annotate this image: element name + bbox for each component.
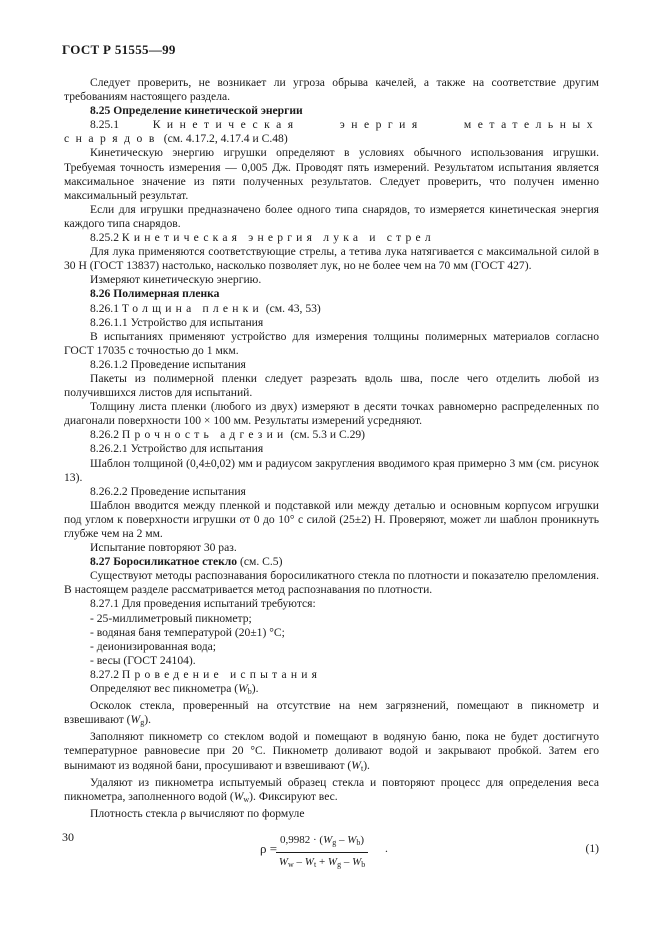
operator: – <box>293 855 305 868</box>
subsection-heading: 8.26.1.1 Устройство для испытания <box>90 315 264 329</box>
section-number: 8.25.2 <box>90 231 119 245</box>
paragraph: Следует проверить, не возникает ли угроза обрыва качелей, а также на соответствие другим требованиям настоящего раздела. <box>64 76 599 104</box>
spaced-title: Кинетическая энергия лука и стрел <box>121 231 435 245</box>
section-number: 8.26.1 <box>90 301 119 315</box>
subscript: w <box>288 859 294 869</box>
formula-period: . <box>385 841 388 855</box>
text-run: Заполняют пикнометр со стеклом водой и помещают в водяную баню, пока не будет достигнуто температурное равновесие при 20 °С. Пикнометр доливают водой и закрывают пробкой. Затем его вынимают из водяной бани, просушивают и взвешивают ( <box>64 730 599 772</box>
subsection-heading <box>64 668 599 682</box>
section-number: 8.27.2 <box>90 667 119 681</box>
section-heading: 8.25 Определение кинетической энергии <box>90 104 303 118</box>
subsection-heading: 8.26.2.2 Проведение испытания <box>90 484 246 498</box>
variable: W <box>327 855 338 868</box>
text-run: ). <box>363 758 370 772</box>
subsection-heading <box>64 231 599 245</box>
variable: W <box>352 855 362 868</box>
reference: (см. 43, 53) <box>265 301 321 315</box>
variable: W <box>130 713 141 727</box>
formula-denominator <box>276 853 368 872</box>
text-run: ). <box>251 682 259 696</box>
subscript: b <box>247 687 252 697</box>
subscript: g <box>332 837 337 847</box>
subscript: t <box>313 859 317 869</box>
page-number: 30 <box>62 830 74 844</box>
spaced-title: Кинетическая энергия метательных снарядов <box>64 118 600 146</box>
density-formula <box>64 827 599 883</box>
subscript: g <box>140 718 145 728</box>
list-item: - весы (ГОСТ 24104). <box>90 653 196 667</box>
variable: W <box>238 682 248 696</box>
variable: W <box>351 758 361 772</box>
formula-term: 0,9982 · ( <box>280 833 324 846</box>
variable: W <box>278 855 288 868</box>
subscript: b <box>361 859 366 869</box>
paragraph: Шаблон толщиной (0,4±0,02) мм и радиусом закругления вводимого края примерно 3 мм (см. рисунок 13). <box>64 456 599 484</box>
page-header: ГОСТ Р 51555—99 <box>62 42 176 57</box>
spaced-title: Проведение испытания <box>121 667 322 681</box>
text-run: Удаляют из пикнометра испытуемый образец стекла и повторяют процесс для определения веса пикнометра, заполненного водой ( <box>64 775 599 803</box>
reference: (см. С.5) <box>240 555 283 569</box>
paragraph: Толщину листа пленки (любого из двух) измеряют в десяти точках равномерно распределенных по диагонали поверхности 100 × 100 мм. Результаты измерений усредняют. <box>64 400 599 428</box>
paragraph: Если для игрушки предназначено более одного типа снарядов, то измеряется кинетическая энергия каждого типа снарядов. <box>64 202 599 230</box>
variable: W <box>347 833 357 846</box>
subscript: b <box>356 837 361 847</box>
subscript: g <box>337 859 342 869</box>
subscript: w <box>243 794 250 804</box>
formula-fraction <box>276 833 368 872</box>
equation-number: (1) <box>585 841 599 855</box>
spaced-title: Толщина пленки <box>121 301 263 315</box>
paragraph: В испытаниях применяют устройство для измерения толщины полимерных материалов согласно ГОСТ 17035 с точностью до 1 мкм. <box>64 329 599 357</box>
variable: W <box>233 789 244 803</box>
subsection-heading: 8.26.1.2 Проведение испытания <box>90 357 246 371</box>
paragraph: Испытание повторяют 30 раз. <box>90 541 237 555</box>
formula-term: ) <box>360 833 365 846</box>
text-run: Осколок стекла, проверенный на отсутствие на нем загрязнений, помещают в пикнометр и взвешивают ( <box>64 699 599 727</box>
paragraph: 8.27.1 Для проведения испытаний требуются: <box>90 597 316 611</box>
paragraph <box>64 730 599 775</box>
paragraph <box>64 699 599 730</box>
paragraph: Пакеты из полимерной пленки следует разрезать вдоль шва, после чего отделить любой из получившихся листов для испытаний. <box>64 371 599 400</box>
paragraph <box>64 682 599 699</box>
variable: W <box>304 855 314 868</box>
formula-numerator <box>276 833 368 853</box>
subsection-heading: 8.26.2.1 Устройство для испытания <box>90 442 264 456</box>
subsection-heading <box>64 428 599 442</box>
text-run: Определяют вес пикнометра ( <box>90 682 239 696</box>
reference: (см. 4.17.2, 4.17.4 и С.48) <box>163 132 288 146</box>
section-number: 8.26.2 <box>90 428 119 442</box>
section-heading: 8.26 Полимерная пленка <box>90 287 220 301</box>
text-run: ). <box>144 713 151 727</box>
paragraph: Измеряют кинетическую энергию. <box>90 273 262 287</box>
section-number: 8.25.1 <box>90 118 119 132</box>
paragraph: Плотность стекла ρ вычисляют по формуле <box>90 806 305 820</box>
spaced-title: Прочность адгезии <box>121 428 288 442</box>
subsection-heading <box>64 118 599 146</box>
section-heading <box>64 555 599 569</box>
operator: – <box>336 833 348 846</box>
document-body <box>64 76 599 883</box>
paragraph: Существуют методы распознавания боросиликатного стекла по плотности и показателю преломления. В настоящем разделе рассматривается метод распознавания по плотности. <box>64 569 599 597</box>
text-run: ). Фиксируют вес. <box>249 789 338 803</box>
paragraph: Кинетическую энергию игрушки определяют в условиях обычного использования игрушки. Требуемая точность измерения — 0,005 Дж. Проводят пять измерений. Результатом испытания является максимальное значение из пяти полученных результатов. Следует проверить, что получен именно максимальный результат. <box>64 146 599 202</box>
list-item: - деионизированная вода; <box>90 639 216 653</box>
operator: – <box>341 855 353 868</box>
formula-lhs: ρ = <box>260 840 278 856</box>
section-title: 8.27 Боросиликатное стекло <box>90 555 238 569</box>
paragraph <box>64 776 599 807</box>
paragraph: Шаблон вводится между пленкой и подставкой или между деталью и основным корпусом игрушки под углом к поверхности игрушки от 0 до 10° с силой (25±2) Н. Проверяют, может ли шаблон проникнуть глубже чем на 2 мм. <box>64 498 599 540</box>
list-item: - 25-миллиметровый пикнометр; <box>90 611 252 625</box>
reference: (см. 5.3 и С.29) <box>290 428 366 442</box>
variable: W <box>323 833 333 846</box>
list-item: - водяная баня температурой (20±1) °С; <box>90 625 285 639</box>
operator: + <box>316 855 328 868</box>
subsection-heading <box>64 302 599 316</box>
paragraph: Для лука применяются соответствующие стрелы, а тетива лука натягивается с максимальной силой в 30 Н (ГОСТ 13837) настолько, насколько позволяет лук, но не более чем на 70 мм (ГОСТ 427). <box>64 245 599 273</box>
subscript: t <box>360 763 364 773</box>
